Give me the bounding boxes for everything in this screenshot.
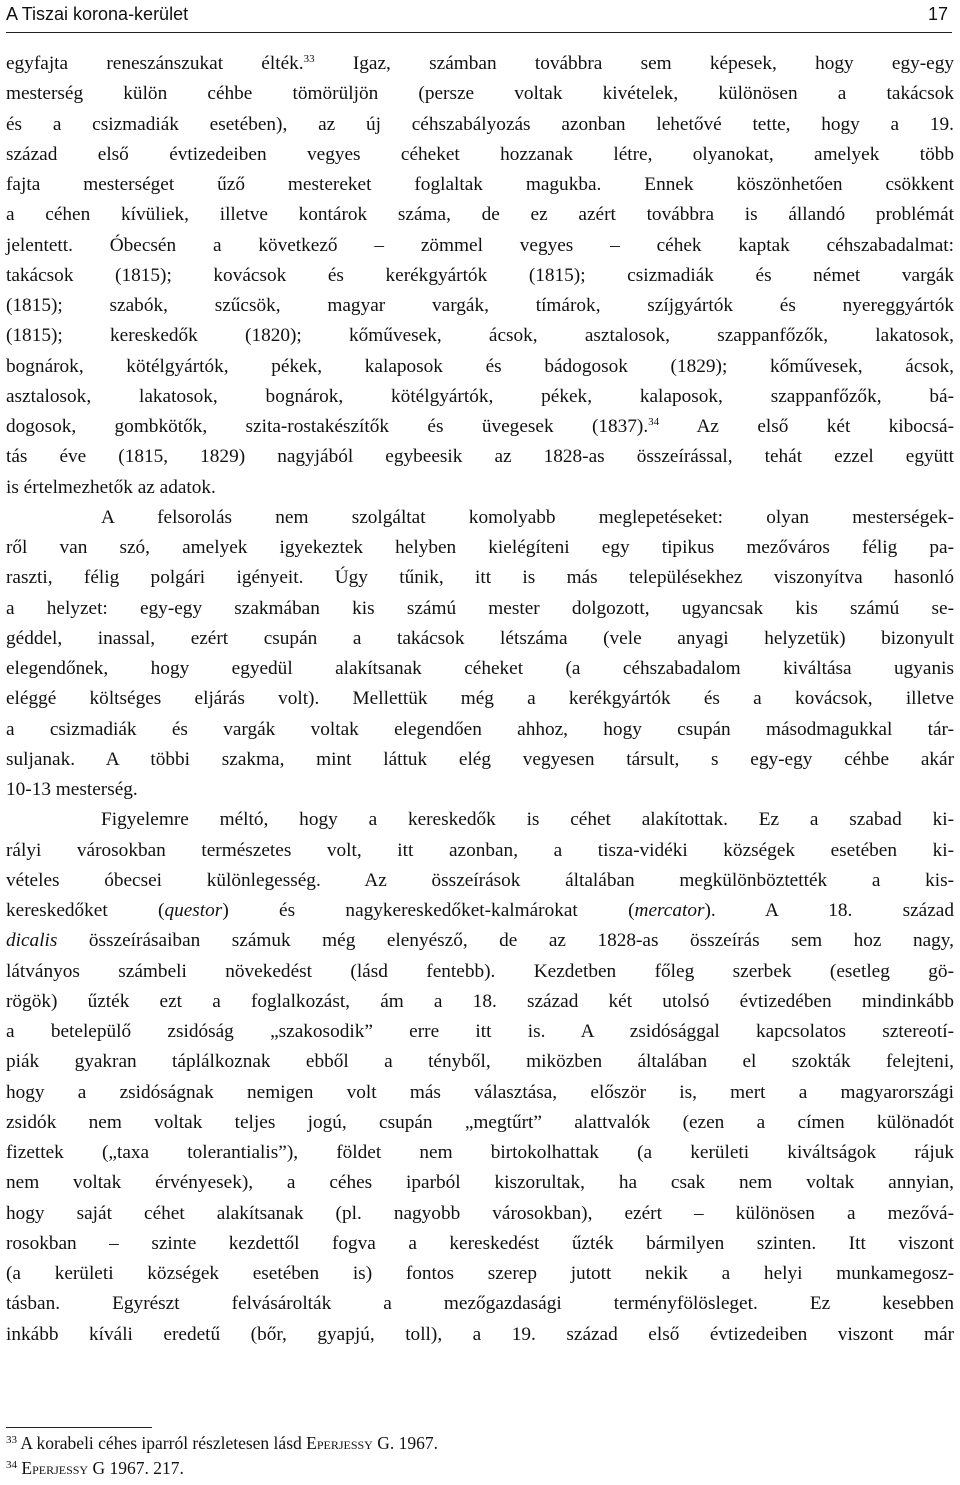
text-run: ről van szó, amelyek igyekeztek helyben kielégíteni egy tipikus mezőváros félig pa- xyxy=(6,537,954,558)
footnote-reference: 34 xyxy=(648,416,660,428)
text-run: jelentett. Óbecsén a következő – zömmel vegyes – céhek kaptak céhszabadalmat: xyxy=(6,234,954,256)
text-line xyxy=(6,1229,954,1259)
text-run: a csizmadiák és vargák voltak elegendően ahhoz, hogy csupán másodmagukkal tár- xyxy=(6,718,954,740)
text-line xyxy=(6,1289,954,1319)
footnote-separator xyxy=(6,1427,152,1428)
text-line xyxy=(6,1078,954,1108)
text-run: ). A 18. század xyxy=(704,900,954,921)
footnote-number: 33 xyxy=(6,1434,17,1446)
text-run: a helyzet: egy-egy szakmában kis számú mester dolgozott, ugyancsak kis számú se- xyxy=(6,597,954,619)
text-run: egyfajta reneszánszukat élték. xyxy=(6,53,304,74)
text-line xyxy=(6,836,954,866)
text-run: géddel, inassal, ezért csupán a takácsok létszáma (vele anyagi helyzetük) bizonyult xyxy=(6,627,954,649)
text-run: Igaz, számban továbbra sem képesek, hogy egy-egy xyxy=(314,53,955,74)
text-run: összeírásaiban számuk még elenyésző, de az 1828-as összeírás sem hoz nagy, xyxy=(57,930,954,952)
text-run: a betelepülő zsidóság „szakosodik” erre itt is. A zsidósággal kapcsolatos sztereotí- xyxy=(6,1021,954,1042)
text-run: G. 1967. xyxy=(372,1433,438,1453)
text-run: rályi városokban természetes volt, itt azonban, a tisza-vidéki községek esetében ki- xyxy=(6,839,954,861)
text-line xyxy=(6,49,954,79)
text-line xyxy=(6,1047,954,1077)
text-run: rosokban – szinte kezdettől fogva a kereskedést űzték bármilyen szinten. Itt viszont xyxy=(6,1232,954,1254)
text-line xyxy=(6,1199,954,1229)
text-run: zsidók nem voltak teljes jogú, csupán „megtűrt” alattvalók (ezen a címen különadót xyxy=(6,1111,954,1133)
text-line xyxy=(6,1017,954,1047)
text-line xyxy=(6,412,954,442)
text-run: (1815); szabók, szűcsök, magyar vargák, tímárok, szíjgyártók és nyereggyártók xyxy=(6,295,954,316)
text-line xyxy=(6,866,954,896)
text-line xyxy=(6,352,954,382)
text-run: dogosok, gombkötők, szita-rostakészítők és üvegesek (1837). xyxy=(6,416,649,437)
body-text xyxy=(6,49,954,1350)
text-run: G 1967. 217. xyxy=(88,1458,184,1478)
running-header xyxy=(6,0,952,33)
text-line xyxy=(6,957,954,987)
text-run: hogy a zsidóságnak nemigen volt más választása, először is, mert a magyarországi xyxy=(6,1081,954,1103)
text-line xyxy=(6,1320,954,1350)
text-line xyxy=(6,654,954,684)
text-run: 10-13 mesterség. xyxy=(6,779,138,800)
text-line xyxy=(6,775,954,805)
text-run: raszti, félig polgári igényeit. Úgy tűnik, itt is más településekhez viszonyítva hasonló xyxy=(6,567,954,589)
text-line xyxy=(6,624,954,654)
italic-term: mercator xyxy=(634,900,705,921)
text-run: (a kerületi községek esetében is) fontos szerep jutott nekik a helyi munkamegosz- xyxy=(6,1263,954,1284)
text-run: Figyelemre méltó, hogy a kereskedők is céhet alakítottak. Ez a szabad ki- xyxy=(101,809,954,831)
text-line xyxy=(6,926,954,956)
running-title: A Tiszai korona-kerület xyxy=(6,4,189,24)
text-line xyxy=(6,231,954,261)
text-run: takácsok (1815); kovácsok és kerékgyártók (1815); csizmadiák és német vargák xyxy=(6,264,954,286)
text-line xyxy=(6,684,954,714)
text-run: bognárok, kötélgyártók, pékek, kalaposok és bádogosok (1829); kőművesek, ácsok, xyxy=(6,355,954,377)
text-run: Az első két kibocsá- xyxy=(659,416,954,437)
text-run: század első évtizedeiben vegyes céheket hozzanak létre, olyanokat, amelyek több xyxy=(6,143,954,165)
text-run: inkább kíváli eredetű (bőr, gyapjú, toll), a 19. század első évtizedeiben viszont már xyxy=(6,1323,954,1345)
text-line xyxy=(6,533,954,563)
text-run: elegendőnek, hogy egyedül alakítsanak céheket (a céhszabadalom kiváltása ugyanis xyxy=(6,658,954,679)
text-run: a céhen kívüliek, illetve kontárok száma, de ez azért továbbra is állandó problémát xyxy=(6,204,954,226)
text-line xyxy=(6,170,954,200)
text-run: nem voltak érvényesek), a céhes iparból kiszorultak, ha csak nem voltak annyian, xyxy=(6,1172,954,1194)
text-line xyxy=(6,1108,954,1138)
text-run: mesterség külön céhbe tömörüljön (persze voltak kivételek, különösen a takácsok xyxy=(6,83,954,105)
author-name: Eperjessy xyxy=(21,1458,89,1478)
text-run: tásban. Egyrészt felvásárolták a mezőgazdasági terményfölösleget. Ez kesebben xyxy=(6,1293,954,1315)
page-number: 17 xyxy=(927,4,948,24)
text-run: fajta mesterséget űző mestereket foglaltak magukba. Ennek köszönhetően csökkent xyxy=(6,174,954,195)
text-run: vételes óbecsei különlegesség. Az összeírások általában megkülönböztették a kis- xyxy=(6,869,954,891)
text-run: kereskedőket ( xyxy=(6,900,165,921)
text-line xyxy=(6,321,954,351)
text-run: asztalosok, lakatosok, bognárok, kötélgyártók, pékek, kalaposok, szappanfőzők, bá- xyxy=(6,385,954,407)
text-line xyxy=(6,1168,954,1198)
text-line xyxy=(6,503,954,533)
text-line xyxy=(6,79,954,109)
footnote-number: 34 xyxy=(6,1459,17,1471)
text-line xyxy=(6,594,954,624)
text-run: hogy saját céhet alakítsanak (pl. nagyobb városokban), ezért – különösen a mezővá- xyxy=(6,1202,954,1224)
author-name: Eperjessy xyxy=(306,1433,373,1453)
text-line xyxy=(6,745,954,775)
text-line xyxy=(6,896,954,926)
text-run: rögök) űzték ezt a foglalkozást, ám a 18. század két utolsó évtizedében mindinkább xyxy=(6,990,954,1012)
text-run: fizettek („taxa tolerantialis”), földet nem birtokolhattak (a kerületi kiváltságok rájuk xyxy=(6,1142,954,1163)
text-line xyxy=(6,291,954,321)
footnote xyxy=(6,1456,946,1481)
text-run: A korabeli céhes iparról részletesen lásd xyxy=(17,1433,307,1453)
italic-term: dicalis xyxy=(6,930,58,952)
text-line xyxy=(6,805,954,835)
text-line xyxy=(6,200,954,230)
footnotes xyxy=(6,1431,946,1481)
text-run: és a csizmadiák esetében), az új céhszabályozás azonban lehetővé tette, hogy a 19. xyxy=(6,113,954,135)
text-line xyxy=(6,1259,954,1289)
text-run: A felsorolás nem szolgáltat komolyabb meglepetéseket: olyan mesterségek- xyxy=(101,506,954,528)
text-line xyxy=(6,987,954,1017)
text-line xyxy=(6,140,954,170)
text-run: suljanak. A többi szakma, mint láttuk elég vegyesen társult, s egy-egy céhbe akár xyxy=(6,748,954,770)
text-line xyxy=(6,110,954,140)
text-line xyxy=(6,473,954,503)
text-line xyxy=(6,382,954,412)
text-line xyxy=(6,563,954,593)
text-run: tás éve (1815, 1829) nagyjából egybeesik az 1828-as összeírással, tehát ezzel együtt xyxy=(6,446,954,468)
text-run: piák gyakran táplálkoznak ebből a tényből, miközben általában el szokták felejteni, xyxy=(6,1051,954,1073)
text-run: (1815); kereskedők (1820); kőművesek, ácsok, asztalosok, szappanfőzők, lakatosok, xyxy=(6,325,954,347)
text-line xyxy=(6,261,954,291)
text-run: is értelmezhetők az adatok. xyxy=(6,476,216,498)
text-line xyxy=(6,442,954,472)
text-run: ) és nagykereskedőket-kalmárokat ( xyxy=(222,900,635,921)
text-line xyxy=(6,1138,954,1168)
text-run: eléggé költséges eljárás volt). Mellettük még a kerékgyártók és a kovácsok, illetve xyxy=(6,688,954,710)
footnote xyxy=(6,1431,946,1456)
text-run: látványos számbeli növekedést (lásd fentebb). Kezdetben főleg szerbek (esetleg gö- xyxy=(6,960,954,982)
text-line xyxy=(6,715,954,745)
footnote-reference: 33 xyxy=(303,53,315,65)
italic-term: questor xyxy=(164,900,223,921)
